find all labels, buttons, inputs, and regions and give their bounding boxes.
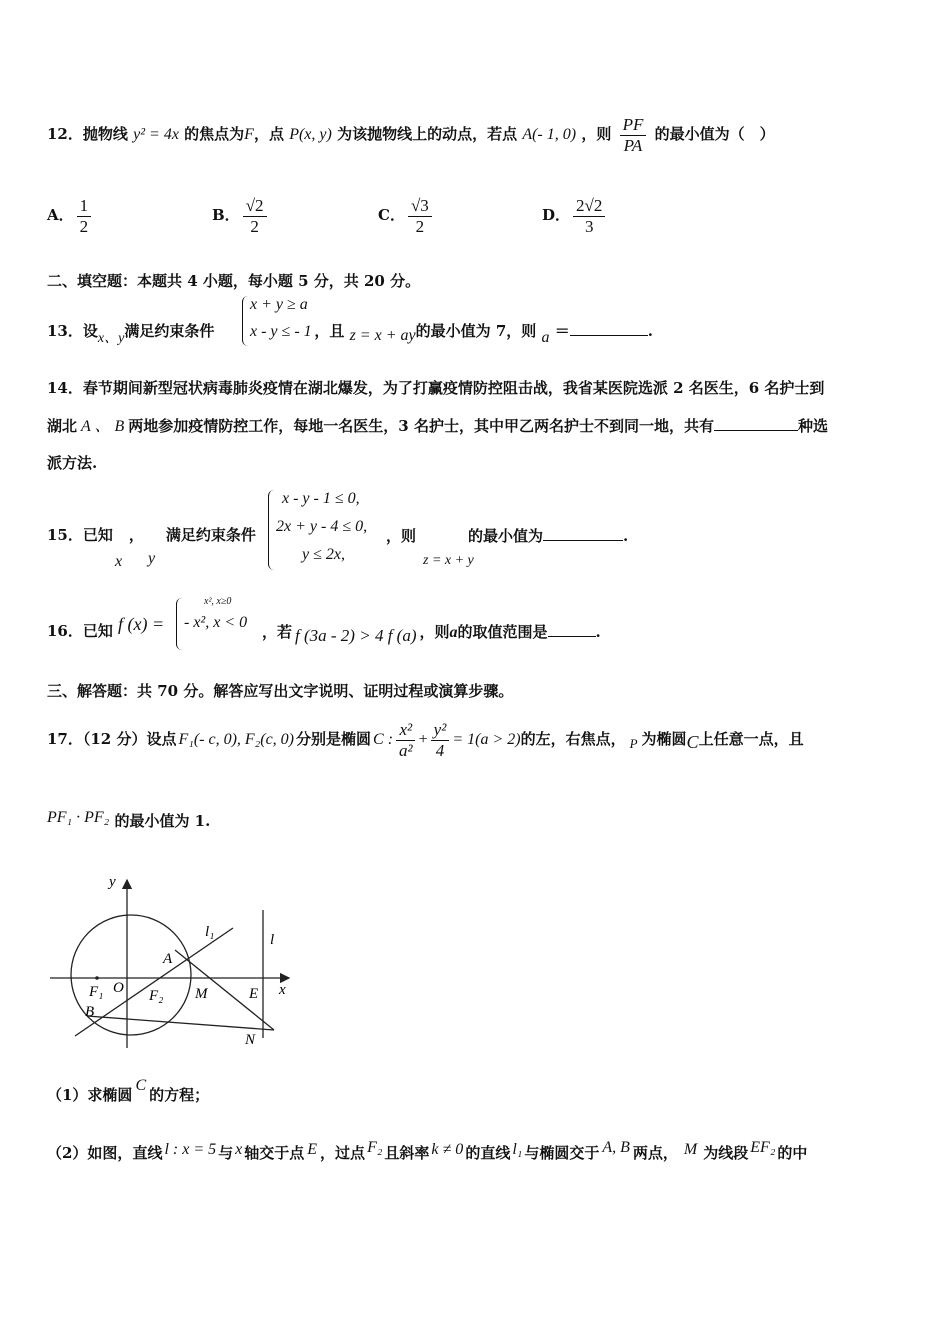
q14-line1: 14．春节期间新型冠状病毒肺炎疫情在湖北爆发，为了打赢疫情防控阻击战，我省某医院选派 2 名医生，6 名护士到: [47, 379, 825, 397]
line-BN: [87, 1016, 274, 1030]
section-solve-title: 三、解答题：共 70 分。解答应写出文字说明、证明过程或演算步骤。: [47, 682, 514, 700]
q14-line2: 湖北 A 、 B 两地参加疫情防控工作，每地一名医生，3 名护士，其中甲乙两名护士不到同一地，共有 种选: [47, 414, 828, 438]
q16-number: 16．已知: [47, 622, 113, 640]
q15-answer-blank[interactable]: [543, 524, 623, 541]
q13-system-brace: [242, 296, 249, 346]
q12-parabola: y² = 4x: [133, 126, 179, 143]
label-M: M: [195, 986, 208, 1002]
label-l: l: [270, 932, 275, 948]
line-l1: [75, 928, 233, 1036]
q17-stem: 17．（12 分）设点 F₁(- c, 0), F₂(c, 0) 分别是椭圆 C : $\frac{\text{x²}}{\text{a²}}$ + $\frac{\text{y²}}{4}$ = 1(a > 2)的左，右焦点， P 为椭圆C上任意一点，且: [47, 719, 804, 760]
q12-option-a[interactable]: A． $\frac{1}{2}$: [47, 190, 94, 240]
q17-stem-2: PF₁ · PF₂ 的最小值为 1.: [47, 809, 211, 830]
q12-option-d[interactable]: D． $\frac{2√2}{3}$: [542, 190, 608, 240]
q16-stem: ，若 f (3a - 2) > 4 f (a) ，则a的取值范围是 .: [262, 620, 601, 644]
q15-stem-a: 15．已知 ， 满足约束条件: [47, 526, 256, 544]
section-fill-in-title: 二、填空题：本题共 4 小题，每小题 5 分，共 20 分。: [47, 272, 421, 290]
q12-option-b[interactable]: B． $\frac{√2}{2}$: [212, 190, 270, 240]
q15-system-brace: [268, 490, 275, 570]
label-B: B: [85, 1004, 95, 1020]
point-F1: [95, 976, 99, 980]
q15-stem-b: ，则 的最小值为 .: [386, 524, 628, 547]
q14-answer-blank[interactable]: [714, 414, 798, 431]
label-x: x: [279, 982, 286, 998]
q12-number: 12．: [47, 125, 83, 143]
label-E: E: [249, 986, 259, 1002]
q16-piecewise-brace: [176, 598, 183, 650]
label-F2: F₂: [149, 988, 164, 1004]
line-AN: [175, 950, 274, 1030]
q12-option-c[interactable]: C． $\frac{√3}{2}$: [378, 190, 435, 240]
q12-ratio-fraction: $\frac{PF}{PA}$: [620, 115, 647, 156]
q13-stem: 13．设x、y满足约束条件 ，且 z = x + ay的最小值为 7，则 a ＝ .: [47, 319, 653, 344]
q13-answer-blank[interactable]: [570, 319, 648, 336]
label-N: N: [245, 1032, 256, 1048]
label-O: O: [113, 980, 124, 996]
label-A: A: [163, 951, 173, 967]
label-F1: F₁: [89, 984, 104, 1000]
q17-part1: （1）求椭圆C的方程；: [47, 1077, 210, 1104]
q17-part2: （2）如图，直线 l : x = 5 与 x 轴交于点 E ，过点 F₂ 且斜率 k ≠ 0 的直线 l₁ 与椭圆交于 A, B 两点， M 为线段 EF₂ 的中: [47, 1139, 808, 1162]
label-y: y: [109, 874, 116, 890]
q12-stem: 12．抛物线 y² = 4x 的焦点为F，点 P(x, y) 为该抛物线上的动点，若点 A(- 1, 0) ，则 $\frac{PF}{PA}$ 的最小值为（ ）: [47, 114, 775, 155]
q16-answer-blank[interactable]: [548, 620, 596, 637]
q14-line3: 派方法.: [47, 454, 98, 472]
q17-figure: [45, 870, 305, 1050]
label-l1: l₁: [205, 924, 215, 940]
